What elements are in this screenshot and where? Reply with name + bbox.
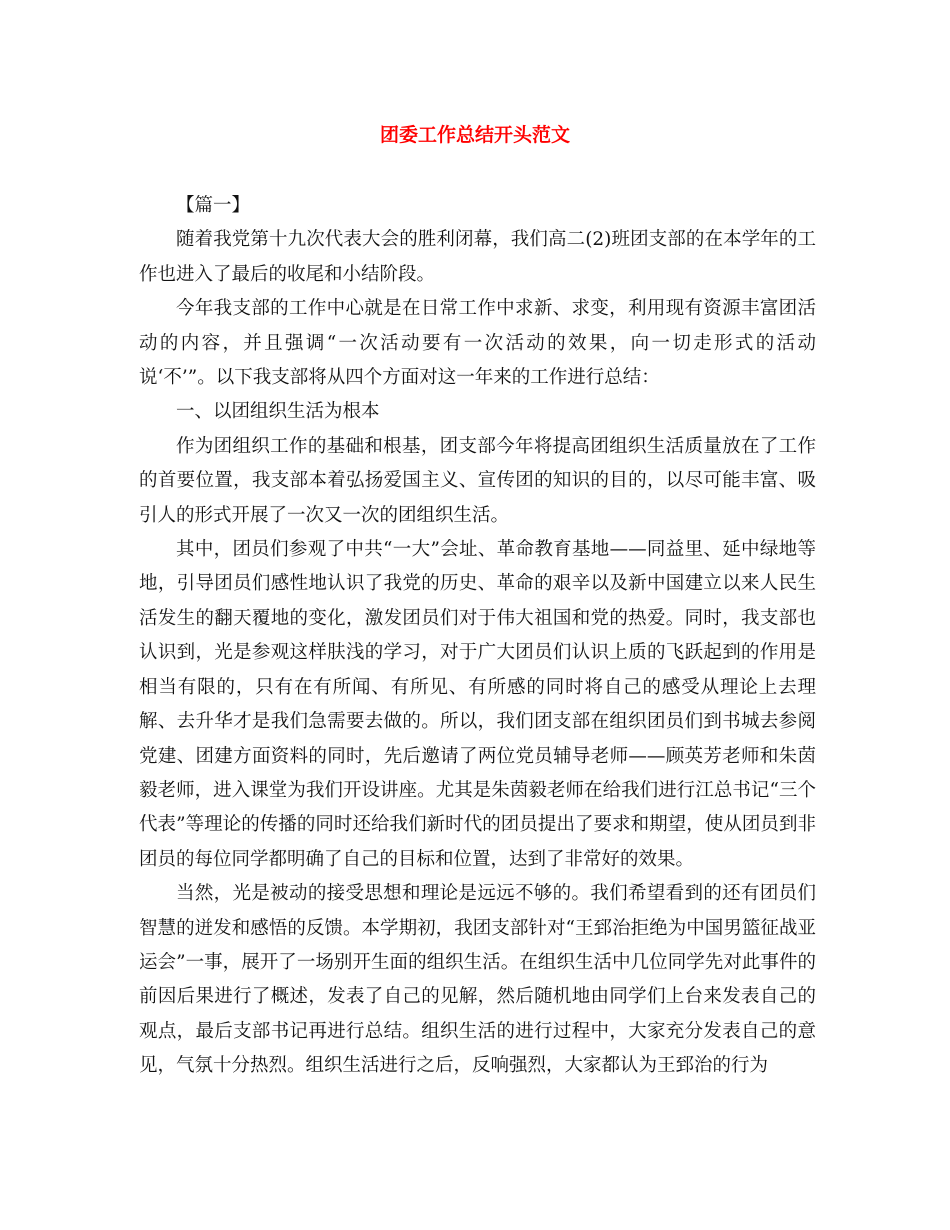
paragraph: 当然，光是被动的接受思想和理论是远远不够的。我们希望看到的还有团员们智慧的迸发和感悟的反馈。本学期初，我团支部针对“王郅治拒绝为中国男篮征战亚运会”一事，展开了一场别开生面的组织生活。在组织生活中几位同学先对此事件的前因后果进行了概述，发表了自己的见解，然后随机地由同学们上台来发表自己的观点，最后支部书记再进行总结。组织生活的进行过程中，大家充分发表自己的意见，气氛十分热烈。组织生活进行之后，反响强烈，大家都认为王郅治的行为 [139,883,816,1077]
section-heading: 【篇一】 [176,195,251,216]
paragraph: 今年我支部的工作中心就是在日常工作中求新、求变，利用现有资源丰富团活动的内容，并且强调“一次活动要有一次活动的效果，向一切走形式的活动说‘不’”。以下我支部将从四个方面对这一年来的工作进行总结： [139,298,816,389]
subsection-heading: 一、以团组织生活为根本 [176,401,380,423]
paragraph: 作为团组织工作的基础和根基，团支部今年将提高团组织生活质量放在了工作的首要位置，我支部本着弘扬爱国主义、宣传团的知识的目的，以尽可能丰富、吸引人的形式开展了一次又一次的团组织生活。 [139,435,816,526]
document-title: 团委工作总结开头范文 [379,124,570,146]
document-body [139,189,816,1084]
paragraph: 随着我党第十九次代表大会的胜利闭幕，我们高二(2)班团支部的在本学年的工作也进入了最后的收尾和小结阶段。 [139,229,816,285]
paragraph: 其中，团员们参观了中共“一大”会址、革命教育基地——同益里、延中绿地等地，引导团员们感性地认识了我党的历史、革命的艰辛以及新中国建立以来人民生活发生的翻天覆地的变化，激发团员们对于伟大祖国和党的热爱。同时，我支部也认识到，光是参观这样肤浅的学习，对于广大团员们认识上质的飞跃起到的作用是相当有限的，只有在有所闻、有所见、有所感的同时将自己的感受从理论上去理解、去升华才是我们急需要去做的。所以，我们团支部在组织团员们到书城去参阅党建、团建方面资料的同时，先后邀请了两位党员辅导老师——顾英芳老师和朱茵毅老师，进入课堂为我们开设讲座。尤其是朱茵毅老师在给我们进行江总书记“三个代表”等理论的传播的同时还给我们新时代的团员提出了要求和期望，使从团员到非团员的每位同学都明确了自己的目标和位置，达到了非常好的效果。 [139,539,816,870]
